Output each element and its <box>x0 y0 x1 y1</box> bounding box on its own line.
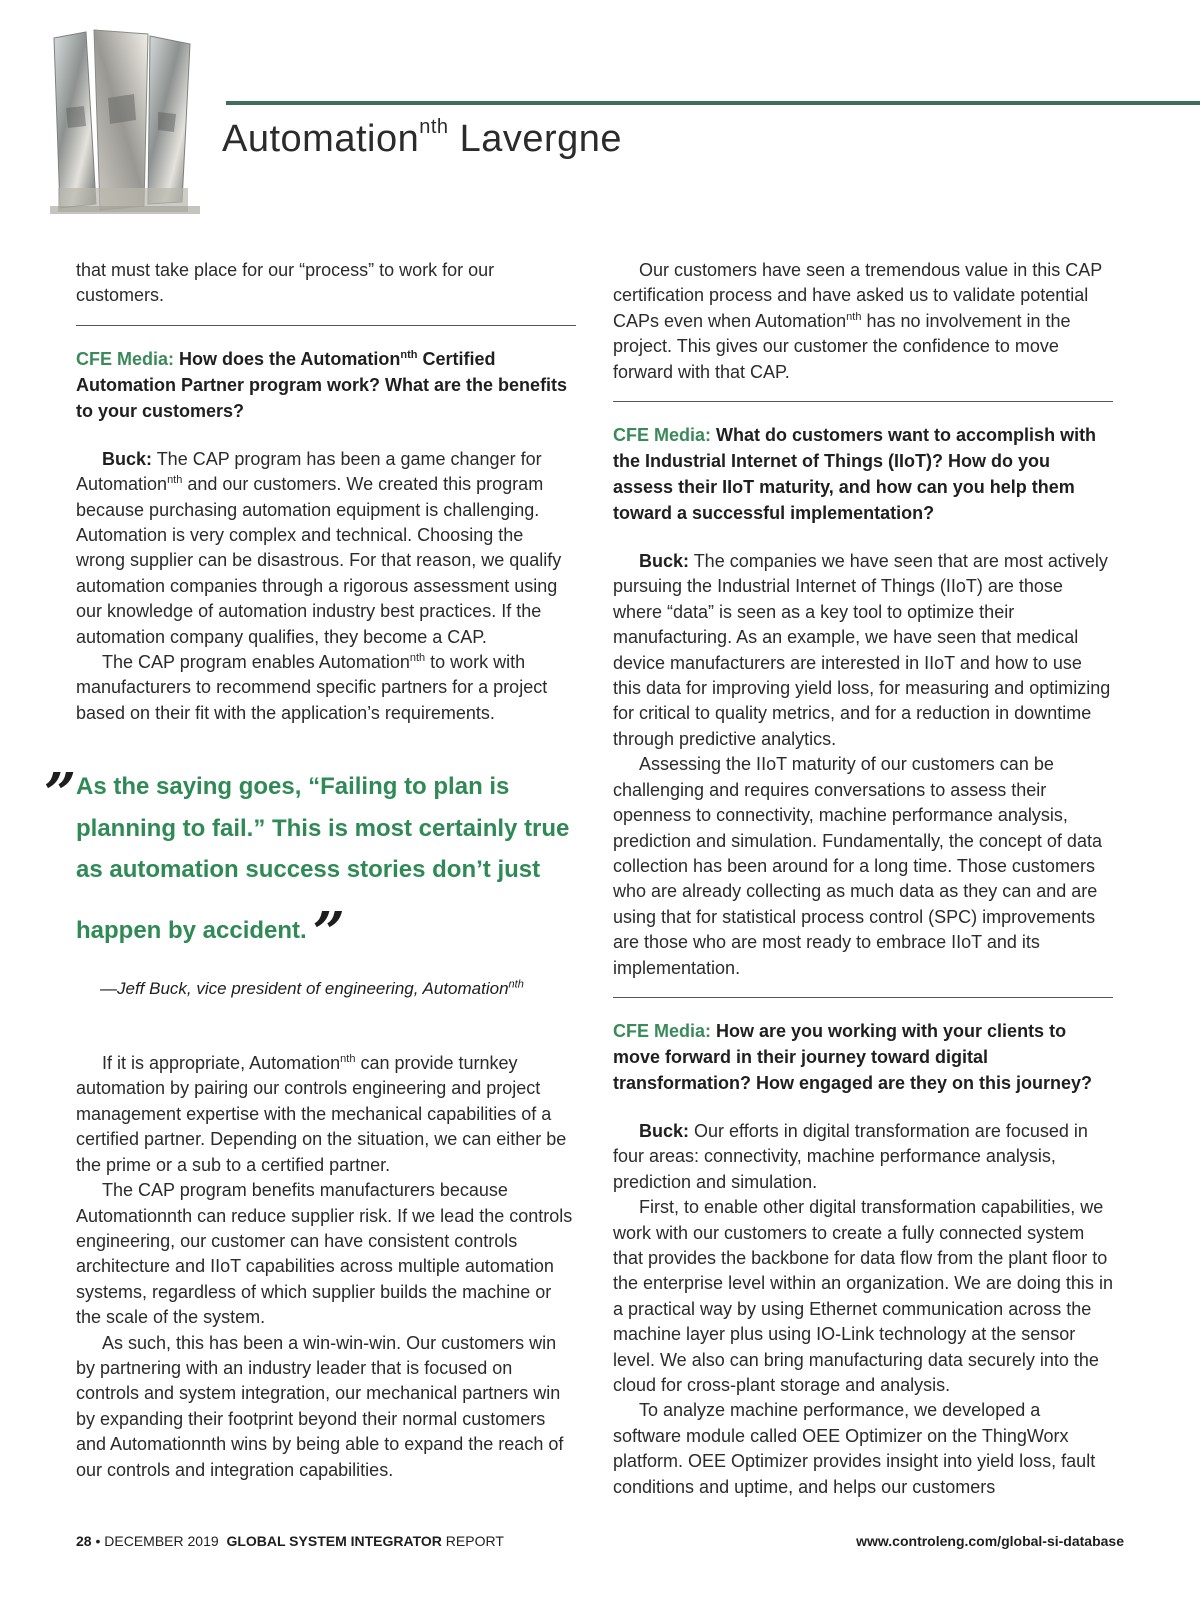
report-name: GLOBAL SYSTEM INTEGRATOR <box>226 1533 442 1549</box>
right-column <box>613 258 1113 1500</box>
answer-paragraph: First, to enable other digital transformation capabilities, we work with our customers to create a fully connected system that provides the backbone for data flow from the plant floor to the enterprise level within an organization. We are doing this in a practical way by using Ethernet communication across the machine layer plus using IO-Link technology at the sensor level. We also can bring manufacturing data securely into the cloud for cross-plant storage and analysis. <box>613 1197 1113 1395</box>
answer-paragraph: The CAP program enables Automation$^{nth}$ to work with manufacturers to recommend specific partners for a project based on their fit with the application’s requirements. <box>76 652 548 723</box>
body-paragraph: The CAP program benefits manufacturers because Automationnth can reduce supplier risk. If we lead the controls engineering, our customer can have consistent controls architecture and IIoT capabilities across multiple automation systems, regardless of which supplier builds the machine or the scale of the system. <box>76 1180 573 1328</box>
open-quote-mark: ” <box>44 761 77 828</box>
body-paragraph: Our customers have seen a tremendous value in this CAP certification process and have asked us to validate potential CAPs even when Automation$^{nth}$ has no involvement in the project. This gives our customer the confidence to move forward with that CAP. <box>613 260 1102 382</box>
interviewer-label: CFE Media: <box>613 1020 712 1041</box>
intro-continuation: that must take place for our “process” to work for our customers. <box>76 260 495 306</box>
answer-paragraph: Assessing the IIoT maturity of our customers can be challenging and requires conversations to assess their openness to connectivity, machine performance analysis, prediction and simulation. Fundamentally, the concept of data collection has been around for a long time. Those customers who are already collecting as much data as they can and are using that for statistical process control (SPC) improvements are those who are most ready to embrace IIoT and its implementation. <box>613 754 1102 978</box>
close-quote-mark: ” <box>312 900 345 967</box>
answer-paragraph: Buck: The CAP program has been a game changer for Automation$^{nth}$ and our customers. We created this program because purchasing automation equipment is challenging. Automation is very complex and technical. Choosing the wrong supplier can be disastrous. For that reason, we qualify automation companies through a rigorous assessment using our knowledge of automation industry best practices. If the automation company qualifies, they become a CAP. <box>76 448 562 647</box>
speaker-label: Buck: <box>102 448 153 469</box>
section-divider <box>613 401 1113 402</box>
answer-paragraph: To analyze machine performance, we developed a software module called OEE Optimizer on the ThingWorx platform. OEE Optimizer provides insight into yield loss, fault conditions and uptime, and helps our customers <box>613 1400 1096 1497</box>
speaker-label: Buck: <box>639 551 690 572</box>
page-footer <box>76 1533 1124 1555</box>
left-column <box>44 258 576 1483</box>
header-rule <box>226 101 1200 105</box>
question-cap-program: CFE Media: How does the Automation$^{nth}$ Certified Automation Partner program work? What are the benefits to your customers? <box>76 348 568 421</box>
pull-quote-text: As the saying goes, “Failing to plan is planning to fail.” This is most certainly true as automation success stories don’t just happen by accident. <box>76 773 570 945</box>
section-divider <box>613 997 1113 998</box>
trophy-award-image <box>50 28 200 214</box>
answer-paragraph: Buck: The companies we have seen that are most actively pursuing the Industrial Internet of Things (IIoT) are those where “data” is seen as a key tool to optimize their manufacturing. As an example, we have seen that medical device manufacturers are interested in IIoT and how to use this data for improving yield loss, for measuring and optimizing for critical to quality metrics, and for a reduction in downtime through predictive analytics. <box>613 551 1111 749</box>
body-paragraph: As such, this has been a win-win-win. Our customers win by partnering with an industry leader that is focused on controls and system integration, our mechanical partners win by expanding their footprint beyond their normal customers and Automationnth wins by being able to expand the reach of our controls and integration capabilities. <box>76 1332 564 1480</box>
pull-quote <box>44 761 576 967</box>
section-divider <box>76 325 576 326</box>
interviewer-label: CFE Media: <box>613 425 712 446</box>
answer-paragraph: Buck: Our efforts in digital transformation are focused in four areas: connectivity, machine performance analysis, prediction and simulation. <box>613 1120 1088 1192</box>
footer-left: 28 • DECEMBER 2019 GLOBAL SYSTEM INTEGRATOR REPORT <box>76 1533 504 1549</box>
speaker-label: Buck: <box>639 1120 690 1141</box>
page-number: 28 <box>76 1533 92 1549</box>
footer-url[interactable]: www.controleng.com/global-si-database <box>856 1533 1124 1549</box>
company-title: Automation$^{nth}$ Lavergne <box>222 116 623 160</box>
interviewer-label: CFE Media: <box>76 348 175 369</box>
body-paragraph: If it is appropriate, Automation$^{nth}$ can provide turnkey automation by pairing our controls engineering and project management expertise with the mechanical capabilities of a certified partner. Depending on the situation, we can either be the prime or a sub to a certified partner. <box>76 1053 567 1175</box>
issue-date: DECEMBER 2019 <box>104 1533 219 1549</box>
quote-attribution: —Jeff Buck, vice president of engineering, Automation$^{nth}$ <box>100 978 524 998</box>
question-iiot: CFE Media: What do customers want to accomplish with the Industrial Internet of Things (IIoT)? How do you assess their IIoT maturity, and how can you help them toward a successful implementation? <box>613 425 1097 524</box>
question-digital-transformation: CFE Media: How are you working with your clients to move forward in their journey toward digital transformation? How engaged are they on this journey? <box>613 1020 1093 1093</box>
